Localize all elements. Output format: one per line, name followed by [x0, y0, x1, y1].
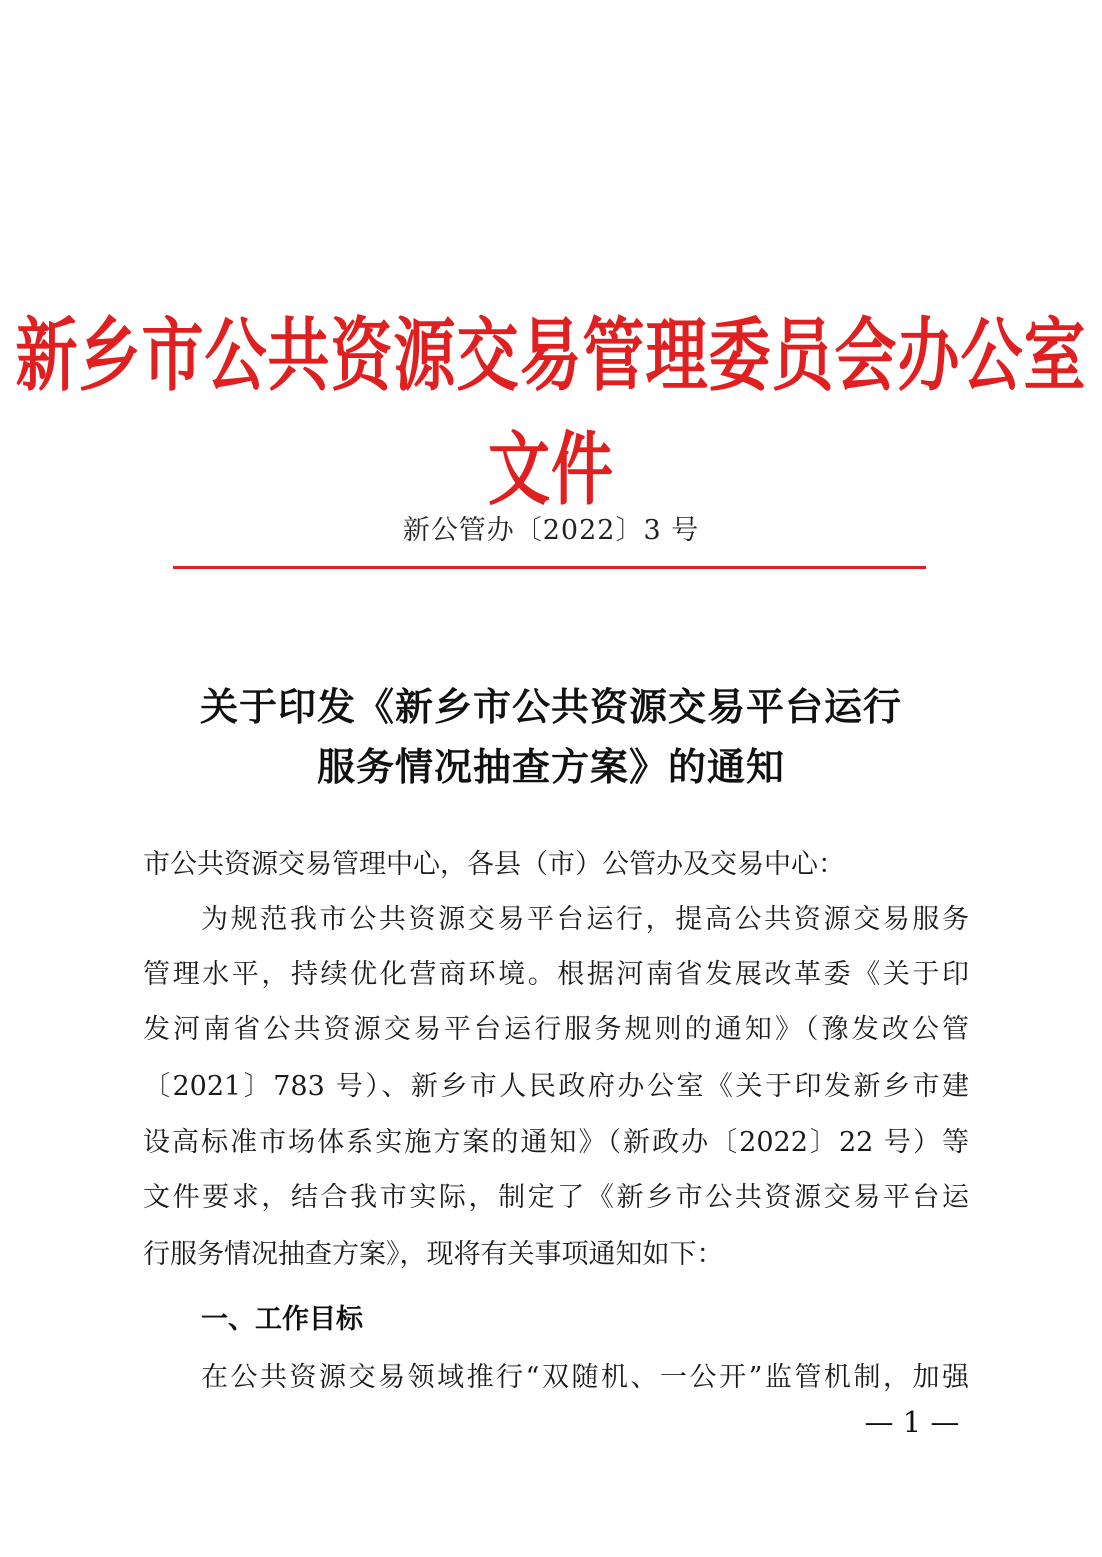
document-number: 新公管办〔2022〕3 号 [402, 515, 700, 546]
body-line-6: 文件要求，结合我市实际，制定了《新乡市公共资源交易平台运 [143, 1182, 969, 1213]
body-line-2: 管理水平，持续优化营商环境。根据河南省发展改革委《关于印 [143, 959, 969, 990]
body-line-7: 行服务情况抽查方案》，现将有关事项通知如下： [143, 1239, 724, 1270]
body-line-1: 为规范我市公共资源交易平台运行，提高公共资源交易服务 [201, 904, 969, 935]
page-number: — 1 — [864, 1405, 960, 1439]
section-1-first-line: 在公共资源交易领域推行“双随机、一公开”监管机制，加强 [201, 1362, 969, 1393]
body-line-5: 设高标准市场体系实施方案的通知》（新政办〔2022〕22 号）等 [143, 1127, 969, 1158]
red-divider-rule [173, 566, 926, 569]
section-heading-goals: 一、工作目标 [201, 1304, 363, 1335]
body-line-3: 发河南省公共资源交易平台运行服务规则的通知》（豫发改公管 [143, 1014, 969, 1045]
body-line-4: 〔2021〕783 号）、新乡市人民政府办公室《关于印发新乡市建 [143, 1071, 969, 1102]
document-title-line-1: 关于印发《新乡市公共资源交易平台运行 [199, 684, 902, 729]
addressee-line: 市公共资源交易管理中心，各县（市）公管办及交易中心： [143, 849, 845, 880]
document-title-line-2: 服务情况抽查方案》的通知 [316, 744, 785, 789]
masthead-title: 新乡市公共资源交易管理委员会办公室文件 [15, 308, 1087, 516]
